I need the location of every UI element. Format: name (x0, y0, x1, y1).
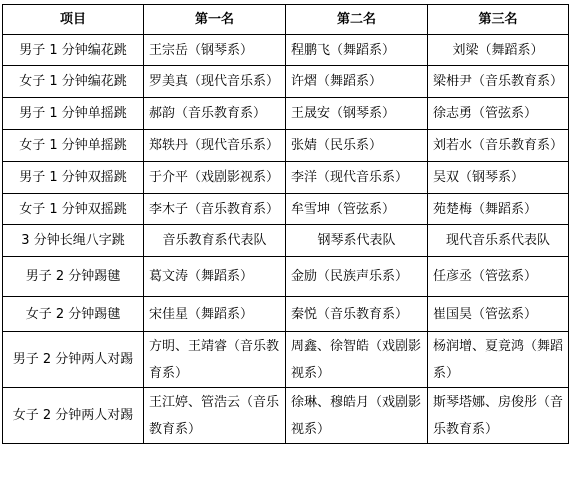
table-row (3, 388, 569, 444)
event-cell: 女子 1 分钟编花跳 (3, 66, 144, 98)
third-place-cell: 斯琴塔娜、房俊彤（音乐教育系） (428, 388, 569, 444)
first-place-cell: 郑轶丹（现代音乐系） (144, 130, 286, 162)
second-place-cell: 李洋（现代音乐系） (286, 162, 428, 194)
third-place-cell: 任彦丞（管弦系） (428, 257, 569, 297)
first-place-cell: 于介平（戏剧影视系） (144, 162, 286, 194)
table-row (3, 225, 569, 257)
first-place-cell: 郝韵（音乐教育系） (144, 98, 286, 130)
event-cell: 男子 1 分钟编花跳 (3, 35, 144, 66)
event-cell: 3 分钟长绳八字跳 (3, 225, 144, 257)
second-place-cell: 牟雪坤（管弦系） (286, 194, 428, 225)
results-table-container (2, 4, 569, 444)
header-second-place: 第二名 (286, 5, 428, 35)
event-cell: 女子 1 分钟双摇跳 (3, 194, 144, 225)
second-place-cell: 程鹏飞（舞蹈系） (286, 35, 428, 66)
third-place-cell: 现代音乐系代表队 (428, 225, 569, 257)
header-first-place: 第一名 (144, 5, 286, 35)
third-place-cell: 刘梁（舞蹈系） (428, 35, 569, 66)
second-place-cell: 周鑫、徐智皓（戏剧影视系） (286, 332, 428, 388)
third-place-cell: 吴双（钢琴系） (428, 162, 569, 194)
second-place-cell: 钢琴系代表队 (286, 225, 428, 257)
second-place-cell: 金励（民族声乐系） (286, 257, 428, 297)
table-row (3, 66, 569, 98)
third-place-cell: 杨润增、夏竟鸿（舞蹈系） (428, 332, 569, 388)
table-row (3, 194, 569, 225)
event-cell: 男子 2 分钟两人对踢 (3, 332, 144, 388)
first-place-cell: 李木子（音乐教育系） (144, 194, 286, 225)
second-place-cell: 秦悦（音乐教育系） (286, 297, 428, 332)
table-body (3, 35, 569, 444)
third-place-cell: 苑楚梅（舞蹈系） (428, 194, 569, 225)
table-row (3, 130, 569, 162)
third-place-cell: 徐志勇（管弦系） (428, 98, 569, 130)
header-third-place: 第三名 (428, 5, 569, 35)
header-row (3, 5, 569, 35)
third-place-cell: 梁枏尹（音乐教育系） (428, 66, 569, 98)
first-place-cell: 方明、王靖睿（音乐教育系） (144, 332, 286, 388)
table-row (3, 98, 569, 130)
second-place-cell: 张婧（民乐系） (286, 130, 428, 162)
table-row (3, 297, 569, 332)
table-row (3, 332, 569, 388)
third-place-cell: 崔国昊（管弦系） (428, 297, 569, 332)
event-cell: 男子 2 分钟踢毽 (3, 257, 144, 297)
event-cell: 男子 1 分钟双摇跳 (3, 162, 144, 194)
first-place-cell: 罗美真（现代音乐系） (144, 66, 286, 98)
second-place-cell: 许熠（舞蹈系） (286, 66, 428, 98)
first-place-cell: 葛文涛（舞蹈系） (144, 257, 286, 297)
table-row (3, 35, 569, 66)
table-row (3, 162, 569, 194)
event-cell: 女子 2 分钟踢毽 (3, 297, 144, 332)
second-place-cell: 徐琳、穆皓月（戏剧影视系） (286, 388, 428, 444)
third-place-cell: 刘若水（音乐教育系） (428, 130, 569, 162)
table-row (3, 257, 569, 297)
event-cell: 女子 2 分钟两人对踢 (3, 388, 144, 444)
first-place-cell: 音乐教育系代表队 (144, 225, 286, 257)
event-cell: 男子 1 分钟单摇跳 (3, 98, 144, 130)
header-event: 项目 (3, 5, 144, 35)
first-place-cell: 王宗岳（钢琴系） (144, 35, 286, 66)
results-table (2, 4, 569, 444)
event-cell: 女子 1 分钟单摇跳 (3, 130, 144, 162)
second-place-cell: 王晟安（钢琴系） (286, 98, 428, 130)
first-place-cell: 宋佳星（舞蹈系） (144, 297, 286, 332)
first-place-cell: 王江婷、管浩云（音乐教育系） (144, 388, 286, 444)
